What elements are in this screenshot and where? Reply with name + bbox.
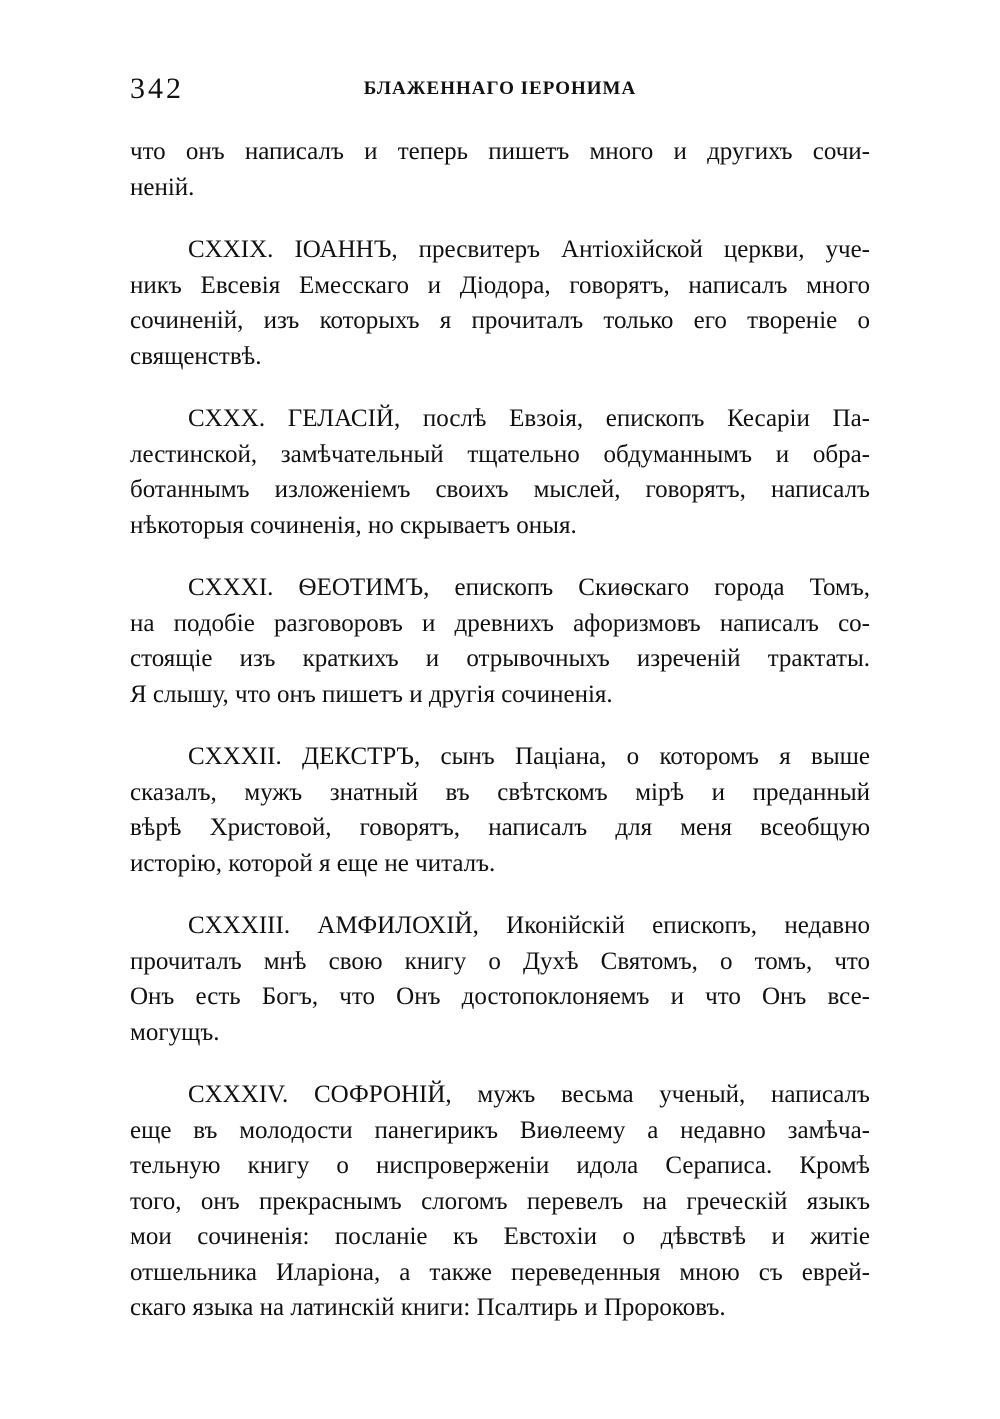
entry-paragraph: [130, 232, 870, 374]
text-line: неній.: [130, 173, 195, 201]
text-line: сочиненій, изъ которыхъ я прочиталъ только его твореніе о: [130, 307, 870, 334]
text-line: сказалъ, мужъ знатный въ свѣтскомъ мірѣ и преданный: [130, 778, 870, 806]
entry-paragraph: [130, 134, 870, 205]
text-line: CXXXIV. СОФРОНІЙ, мужъ весьма ученый, написалъ: [188, 1081, 870, 1108]
text-line: прочиталъ мнѣ свою книгу о Духѣ Святомъ, о томъ, что: [130, 947, 870, 975]
page-number: 342: [130, 72, 184, 105]
page-header: [130, 72, 870, 106]
entry-paragraph: [130, 1077, 870, 1326]
text-line: Я слышу, что онъ пишетъ и другія сочиненія.: [130, 680, 613, 708]
text-line: мои сочиненія: посланіе къ Евстохіи о дѣвствѣ и житіе: [130, 1223, 870, 1250]
text-line: тельную книгу о ниспроверженіи идола Сераписа. Кромѣ: [130, 1152, 870, 1179]
text-line: CXXXI. ѲЕОТИМЪ, епископъ Скиѳскаго города Томъ,: [188, 574, 870, 601]
text-line: нѣкоторыя сочиненія, но скрываетъ оныя.: [130, 511, 577, 539]
text-line: стоящіе изъ краткихъ и отрывочныхъ изреченій трактаты.: [130, 645, 870, 672]
entry-paragraph: [130, 570, 870, 712]
text-line: могущъ.: [130, 1018, 220, 1046]
text-line: что онъ написалъ и теперь пишетъ много и другихъ сочи-: [130, 138, 870, 165]
page-body: [130, 134, 870, 1353]
text-line: лестинской, замѣчательный тщательно обдуманнымъ и обра-: [130, 440, 870, 468]
text-line: Онъ есть Богъ, что Онъ достопоклоняемъ и что Онъ все-: [130, 983, 870, 1010]
text-line: священствѣ.: [130, 342, 262, 370]
text-line: CXXIX. ІОАННЪ, пресвитеръ Антіохійской церкви, уче-: [188, 236, 870, 263]
text-line: CXXXIII. АМФИЛОХІЙ, Иконійскій епископъ, недавно: [188, 912, 870, 939]
entry-paragraph: [130, 739, 870, 881]
text-line: вѣрѣ Христовой, говорятъ, написалъ для меня всеобщую: [130, 814, 870, 841]
text-line: CXXX. ГЕЛАСІЙ, послѣ Евзоія, епископъ Кесаріи Па-: [188, 405, 870, 432]
text-line: CXXXII. ДЕКСТРЪ, сынъ Паціана, о которомъ я выше: [188, 743, 870, 770]
text-line: еще въ молодости панегирикъ Виѳлеему а недавно замѣча-: [130, 1116, 870, 1144]
text-line: исторію, которой я еще не читалъ.: [130, 849, 496, 877]
entry-paragraph: [130, 908, 870, 1050]
text-line: того, онъ прекраснымъ слогомъ перевелъ на греческій языкъ: [130, 1187, 870, 1215]
text-line: никъ Евсевія Емесскаго и Діодора, говорятъ, написалъ много: [130, 271, 870, 299]
text-line: на подобіе разговоровъ и древнихъ афоризмовъ написалъ со-: [130, 609, 870, 637]
running-title: БЛАЖЕННАГО ІЕРОНИМА: [363, 78, 637, 99]
text-line: скаго языка на латинскій книги: Псалтирь и Пророковъ.: [130, 1294, 726, 1321]
entry-paragraph: [130, 401, 870, 543]
text-line: отшельника Иларіона, а также переведенныя мною съ еврей-: [130, 1258, 870, 1286]
text-line: ботаннымъ изложеніемъ своихъ мыслей, говорятъ, написалъ: [130, 476, 870, 503]
